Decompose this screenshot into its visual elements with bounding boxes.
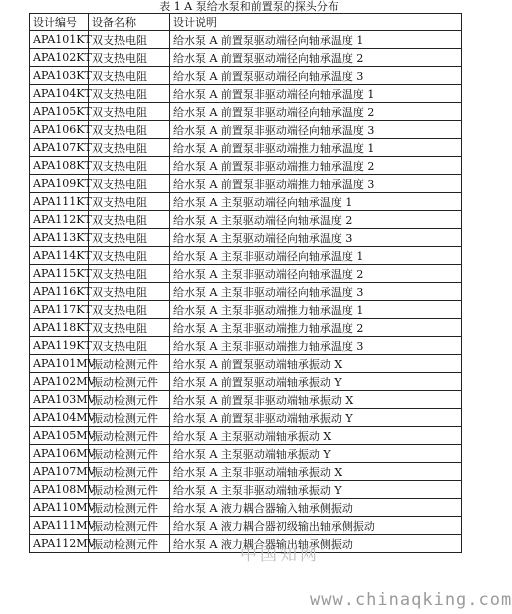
table-body	[30, 31, 462, 553]
table-row	[30, 409, 462, 427]
cell-device-name: 双支热电阻	[89, 175, 170, 193]
cell-description: 给水泵 A 液力耦合器输入轴承侧振动	[170, 499, 462, 517]
table-row	[30, 211, 462, 229]
cell-description: 给水泵 A 前置泵非驱动端推力轴承温度 1	[170, 139, 462, 157]
cell-design-code: APA108MV	[30, 481, 89, 499]
cell-description: 给水泵 A 主泵驱动端径向轴承温度 1	[170, 193, 462, 211]
table-row	[30, 67, 462, 85]
cell-design-code: APA102KT	[30, 49, 89, 67]
cell-design-code: APA106KT	[30, 121, 89, 139]
cell-description: 给水泵 A 主泵非驱动端推力轴承温度 1	[170, 301, 462, 319]
cell-device-name: 振动检测元件	[89, 355, 170, 373]
table-row	[30, 121, 462, 139]
cell-device-name: 双支热电阻	[89, 67, 170, 85]
cell-design-code: APA111KT	[30, 193, 89, 211]
cell-design-code: APA102MV	[30, 373, 89, 391]
cell-description: 给水泵 A 前置泵非驱动端径向轴承温度 1	[170, 85, 462, 103]
cell-description: 给水泵 A 主泵驱动端轴承振动 X	[170, 427, 462, 445]
table-row	[30, 157, 462, 175]
cell-device-name: 振动检测元件	[89, 463, 170, 481]
cell-design-code: APA104KT	[30, 85, 89, 103]
cell-design-code: APA114KT	[30, 247, 89, 265]
cell-device-name: 双支热电阻	[89, 265, 170, 283]
cell-device-name: 双支热电阻	[89, 193, 170, 211]
cell-device-name: 双支热电阻	[89, 49, 170, 67]
cell-device-name: 双支热电阻	[89, 301, 170, 319]
table-row	[30, 319, 462, 337]
cell-design-code: APA105KT	[30, 103, 89, 121]
table-row	[30, 373, 462, 391]
cell-design-code: APA103MV	[30, 391, 89, 409]
cell-device-name: 振动检测元件	[89, 445, 170, 463]
cell-design-code: APA112KT	[30, 211, 89, 229]
cell-device-name: 双支热电阻	[89, 157, 170, 175]
cell-description: 给水泵 A 前置泵非驱动端轴承振动 X	[170, 391, 462, 409]
table-row	[30, 175, 462, 193]
cell-description: 给水泵 A 前置泵驱动端轴承振动 X	[170, 355, 462, 373]
cell-device-name: 双支热电阻	[89, 139, 170, 157]
cell-description: 给水泵 A 主泵非驱动端径向轴承温度 1	[170, 247, 462, 265]
table-row	[30, 391, 462, 409]
cell-device-name: 双支热电阻	[89, 283, 170, 301]
cell-device-name: 双支热电阻	[89, 319, 170, 337]
cell-device-name: 双支热电阻	[89, 229, 170, 247]
cell-design-code: APA107MV	[30, 463, 89, 481]
cell-description: 给水泵 A 前置泵非驱动端推力轴承温度 3	[170, 175, 462, 193]
probe-table	[29, 13, 462, 553]
cell-description: 给水泵 A 主泵驱动端轴承振动 Y	[170, 445, 462, 463]
table-row	[30, 103, 462, 121]
cell-device-name: 双支热电阻	[89, 121, 170, 139]
cell-device-name: 振动检测元件	[89, 373, 170, 391]
cell-description: 给水泵 A 前置泵非驱动端径向轴承温度 3	[170, 121, 462, 139]
cell-description: 给水泵 A 主泵非驱动端径向轴承温度 3	[170, 283, 462, 301]
cell-design-code: APA113KT	[30, 229, 89, 247]
cell-device-name: 振动检测元件	[89, 517, 170, 535]
table-row	[30, 31, 462, 49]
cell-device-name: 双支热电阻	[89, 31, 170, 49]
table-row	[30, 139, 462, 157]
header-design-code: 设计编号	[30, 14, 89, 31]
table-row	[30, 517, 462, 535]
cell-description: 给水泵 A 前置泵非驱动端径向轴承温度 2	[170, 103, 462, 121]
cell-device-name: 双支热电阻	[89, 103, 170, 121]
cell-device-name: 振动检测元件	[89, 499, 170, 517]
table-row	[30, 85, 462, 103]
table-row	[30, 265, 462, 283]
cell-design-code: APA104MV	[30, 409, 89, 427]
cell-design-code: APA101KT	[30, 31, 89, 49]
table-row	[30, 283, 462, 301]
cell-device-name: 振动检测元件	[89, 427, 170, 445]
cell-description: 给水泵 A 主泵非驱动端轴承振动 Y	[170, 481, 462, 499]
cell-device-name: 振动检测元件	[89, 481, 170, 499]
cell-design-code: APA101MV	[30, 355, 89, 373]
cell-device-name: 双支热电阻	[89, 85, 170, 103]
header-device-name: 设备名称	[89, 14, 170, 31]
cell-design-code: APA115KT	[30, 265, 89, 283]
cell-design-code: APA119KT	[30, 337, 89, 355]
watermark-url: www.chinaqking.com	[310, 590, 512, 610]
cell-device-name: 双支热电阻	[89, 211, 170, 229]
cell-design-code: APA109KT	[30, 175, 89, 193]
cell-device-name: 振动检测元件	[89, 409, 170, 427]
cell-description: 给水泵 A 主泵非驱动端径向轴承温度 2	[170, 265, 462, 283]
cell-design-code: APA107KT	[30, 139, 89, 157]
cell-design-code: APA118KT	[30, 319, 89, 337]
table-row	[30, 499, 462, 517]
cell-device-name: 振动检测元件	[89, 391, 170, 409]
cell-description: 给水泵 A 主泵驱动端径向轴承温度 2	[170, 211, 462, 229]
table-row	[30, 355, 462, 373]
table-row	[30, 337, 462, 355]
table-row	[30, 445, 462, 463]
cell-design-code: APA112MV	[30, 535, 89, 553]
cell-description: 给水泵 A 主泵非驱动端推力轴承温度 3	[170, 337, 462, 355]
table-row	[30, 193, 462, 211]
cell-description: 给水泵 A 前置泵驱动端径向轴承温度 2	[170, 49, 462, 67]
table-row	[30, 463, 462, 481]
table-row	[30, 481, 462, 499]
cell-device-name: 双支热电阻	[89, 247, 170, 265]
cell-description: 给水泵 A 前置泵驱动端轴承振动 Y	[170, 373, 462, 391]
header-description: 设计说明	[170, 14, 462, 31]
cell-design-code: APA116KT	[30, 283, 89, 301]
table-header-row	[30, 14, 462, 31]
cell-description: 给水泵 A 前置泵驱动端径向轴承温度 3	[170, 67, 462, 85]
cell-design-code: APA111MV	[30, 517, 89, 535]
cell-description: 给水泵 A 液力耦合器初级输出轴承侧振动	[170, 517, 462, 535]
table-row	[30, 247, 462, 265]
table-row	[30, 427, 462, 445]
cell-description: 给水泵 A 前置泵非驱动端轴承振动 Y	[170, 409, 462, 427]
cell-device-name: 双支热电阻	[89, 337, 170, 355]
cell-design-code: APA110MV	[30, 499, 89, 517]
cell-description: 给水泵 A 前置泵驱动端径向轴承温度 1	[170, 31, 462, 49]
cell-design-code: APA103KT	[30, 67, 89, 85]
watermark-cn: 中国知网	[240, 545, 320, 565]
cell-design-code: APA108KT	[30, 157, 89, 175]
cell-description: 给水泵 A 液力耦合器输出轴承侧振动	[170, 535, 462, 553]
table-row	[30, 49, 462, 67]
cell-design-code: APA106MV	[30, 445, 89, 463]
cell-description: 给水泵 A 主泵非驱动端推力轴承温度 2	[170, 319, 462, 337]
cell-description: 给水泵 A 主泵驱动端径向轴承温度 3	[170, 229, 462, 247]
cell-design-code: APA105MV	[30, 427, 89, 445]
cell-description: 给水泵 A 主泵非驱动端轴承振动 X	[170, 463, 462, 481]
table-row	[30, 229, 462, 247]
table-row	[30, 301, 462, 319]
cell-description: 给水泵 A 前置泵非驱动端推力轴承温度 2	[170, 157, 462, 175]
table-caption: 表 1 A 泵给水泵和前置泵的探头分布	[159, 0, 339, 13]
cell-design-code: APA117KT	[30, 301, 89, 319]
cell-device-name: 振动检测元件	[89, 535, 170, 553]
